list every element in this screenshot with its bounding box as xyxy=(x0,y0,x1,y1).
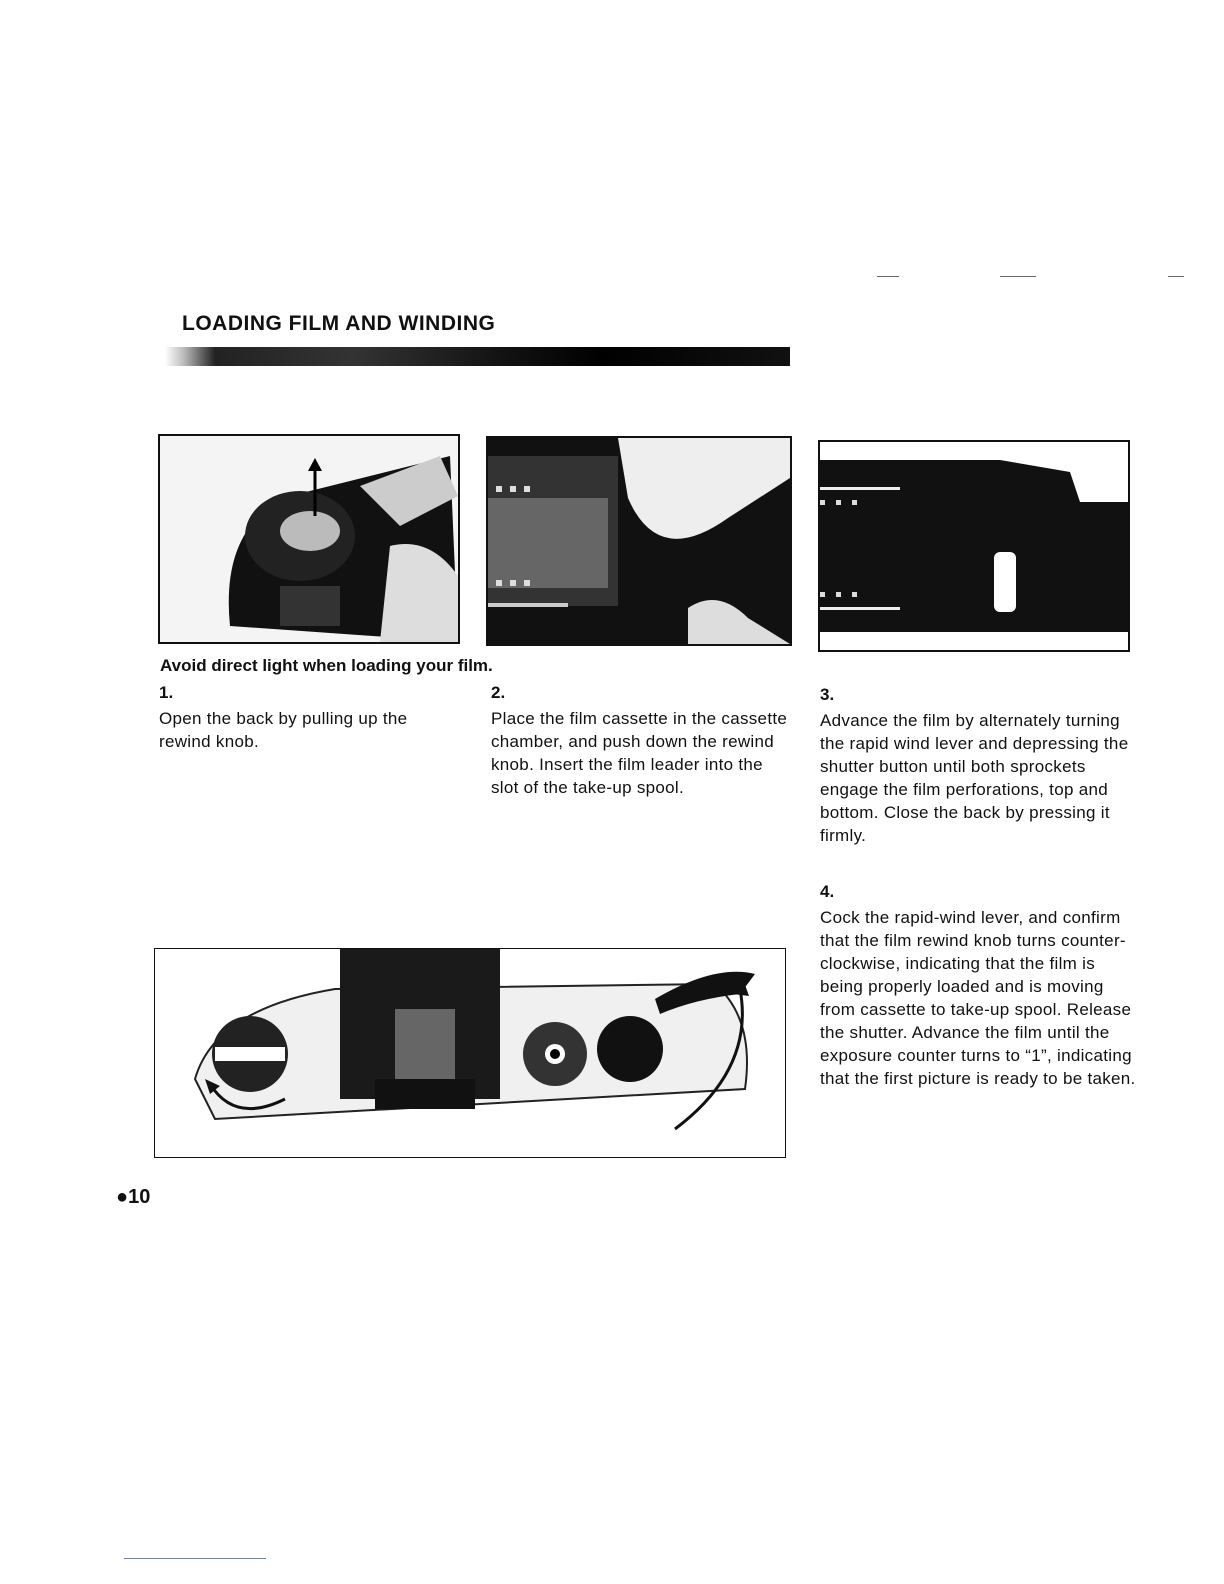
step-text: Cock the rapid-wind lever, and confirm that the film rewind knob turns counter-clockwise, indicating that the film is being properly loaded and is moving from cassette to take-up spool. Release the shutter. Advance the film until the exposure counter turns to “1”, indicating that the first picture is ready to be taken. xyxy=(820,908,1136,1088)
photo-open-back xyxy=(158,434,460,644)
step-text: Open the back by pulling up the rewind knob. xyxy=(159,709,408,751)
page-number: ●10 xyxy=(116,1186,151,1208)
photo-place-cassette xyxy=(486,436,792,646)
step-3 xyxy=(820,685,1142,847)
bullet-dot-icon: ● xyxy=(116,1186,129,1208)
step-number: 2. xyxy=(491,683,506,702)
step-2 xyxy=(491,683,791,799)
step-number: 1. xyxy=(159,683,174,702)
footer-line xyxy=(124,1558,266,1559)
page-title: LOADING FILM AND WINDING xyxy=(182,312,496,335)
title-underline-bar xyxy=(165,347,790,366)
step-number: 4. xyxy=(820,882,835,901)
scan-mark xyxy=(1000,276,1036,277)
step-1 xyxy=(159,683,459,753)
step-number: 3. xyxy=(820,685,835,704)
step-4 xyxy=(820,882,1142,1090)
photo-advance-film xyxy=(818,440,1130,652)
photo-camera-top xyxy=(154,948,786,1158)
scan-mark xyxy=(877,276,899,277)
light-warning: Avoid direct light when loading your film. xyxy=(160,656,493,675)
scan-mark xyxy=(1168,276,1184,277)
step-text: Advance the film by alternately turning the rapid wind lever and depressing the shutter button until both sprockets engage the film perforations, top and bottom. Close the back by pressing it firmly. xyxy=(820,711,1129,845)
step-text: Place the film cassette in the cassette chamber, and push down the rewind knob. Insert the film leader into the slot of the take-up spool. xyxy=(491,709,788,797)
